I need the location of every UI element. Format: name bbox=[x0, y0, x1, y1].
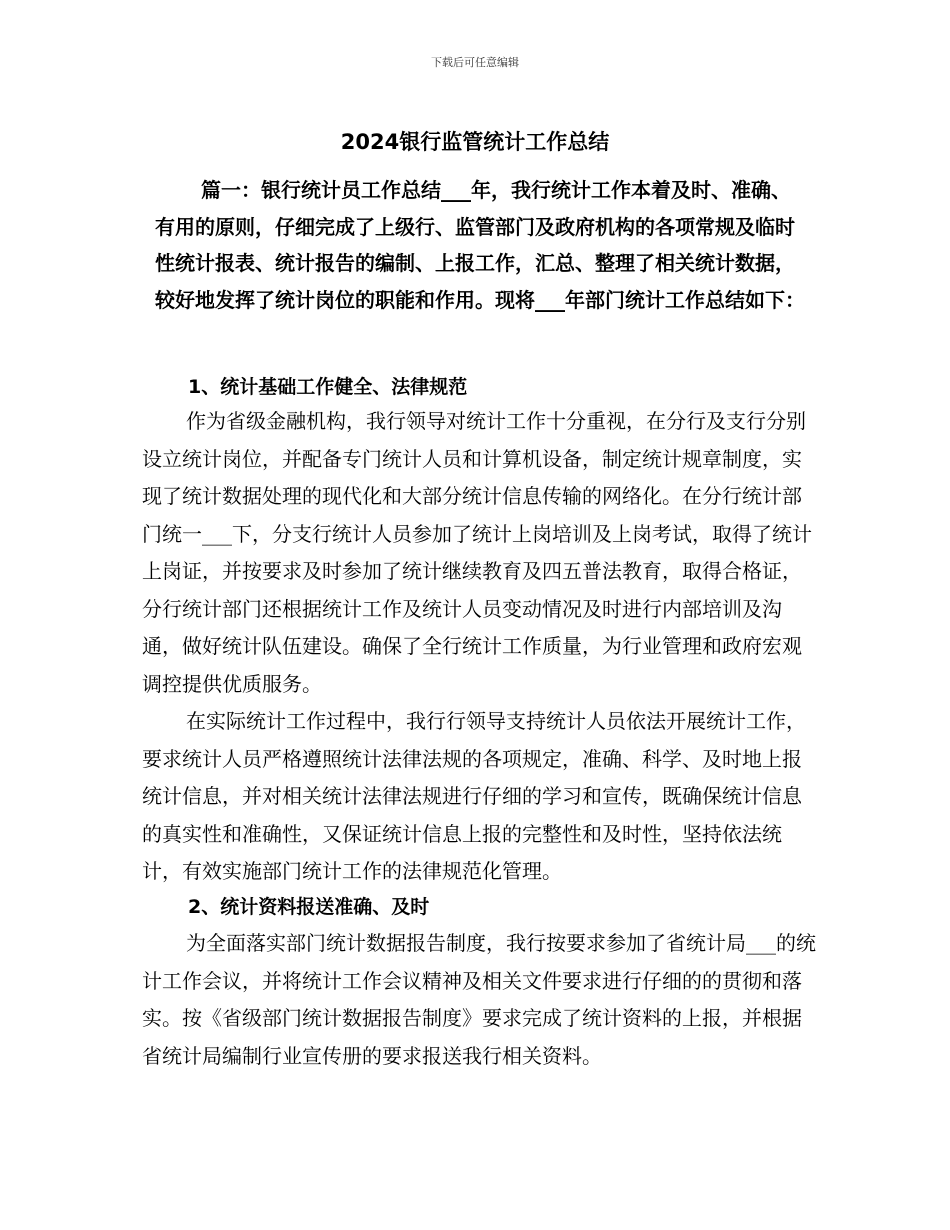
page-header: 下载后可任意编辑 bbox=[431, 56, 519, 69]
section-2-heading: 2、统计资料报送准确、及时 bbox=[188, 896, 430, 918]
document-title: 2024银行监管统计工作总结 bbox=[340, 130, 610, 154]
section-2-paragraph-1: 为全面落实部门统计数据报告制度，我行按要求参加了省统计局___的统计工作会议，并将统计工作会议精神及相关文件要求进行仔细的的贯彻和落实。按《省级部门统计数据报告制度》要求完成了统计资料的上报，并根据省统计局编制行业宣传册的要求报送我行相关资料。 bbox=[142, 931, 816, 1068]
section-1-paragraph-2: 在实际统计工作过程中，我行行领导支持统计人员依法开展统计工作，要求统计人员严格遵照统计法律法规的各项规定，准确、科学、及时地上报统计信息，并对相关统计法律法规进行仔细的学习和宣传，既确保统计信息的真实性和准确性，又保证统计信息上报的完整性和及时性，坚持依法统计，有效实施部门统计工作的法律规范化管理。 bbox=[142, 709, 806, 883]
intro-paragraph: 篇一：银行统计员工作总结___年，我行统计工作本着及时、准确、有用的原则，仔细完成了上级行、监管部门及政府机构的各项常规及临时性统计报表、统计报告的编制、上报工作，汇总、整理了相关统计数据，较好地发挥了统计岗位的职能和作用。现将___年部门统计工作总结如下： bbox=[155, 178, 805, 312]
section-1-paragraph-1: 作为省级金融机构，我行领导对统计工作十分重视，在分行及支行分别设立统计岗位，并配备专门统计人员和计算机设备，制定统计规章制度，实现了统计数据处理的现代化和大部分统计信息传输的网络化。在分行统计部门统一___下，分支行统计人员参加了统计上岗培训及上岗考试，取得了统计上岗证，并按要求及时参加了统计继续教育及四五普法教育，取得合格证，分行统计部门还根据统计工作及统计人员变动情况及时进行内部培训及沟通，做好统计队伍建设。确保了全行统计工作质量，为行业管理和政府宏观调控提供优质服务。 bbox=[142, 409, 812, 696]
section-1-heading: 1、统计基础工作健全、法律规范 bbox=[188, 376, 468, 398]
